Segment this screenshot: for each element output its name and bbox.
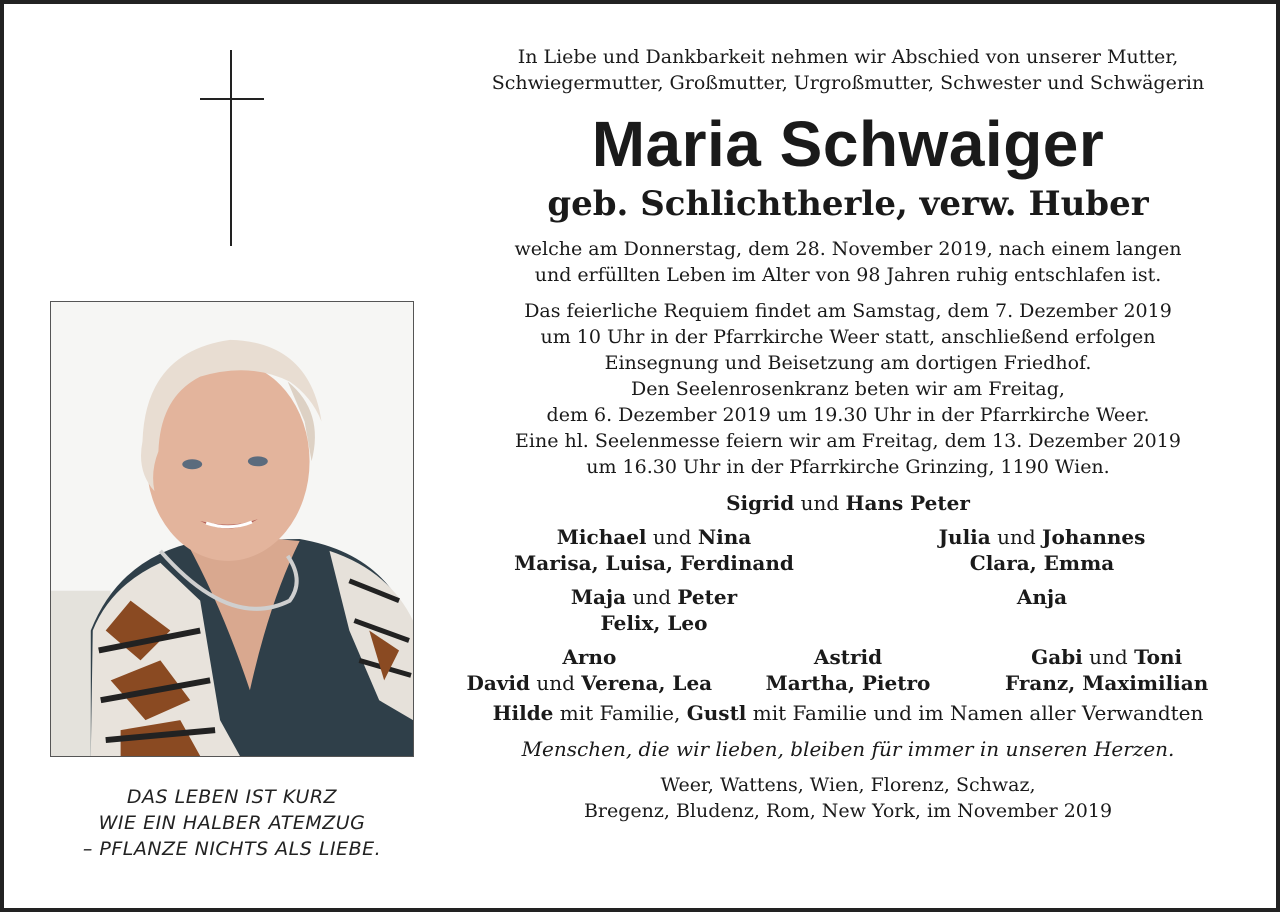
- mourner-name: Gabi: [1031, 645, 1083, 669]
- maiden-name: geb. Schlichtherle, verw. Huber: [547, 184, 1149, 224]
- intro: [460, 44, 1236, 96]
- grandchild-name: David: [466, 671, 530, 695]
- funeral-details: [460, 298, 1236, 480]
- mourner-name: Hans Peter: [845, 491, 970, 515]
- mourner-name: Nina: [697, 525, 752, 549]
- motto-line: – PFLANZE NICHTS ALS LIEBE.: [82, 838, 382, 860]
- intro-line: In Liebe und Dankbarkeit nehmen wir Abschied von unserer Mutter,: [517, 46, 1179, 68]
- funeral-line: Einsegnung und Beisetzung am dortigen Friedhof.: [604, 352, 1092, 374]
- funeral-line: Eine hl. Seelenmesse feiern wir am Freitag, dem 13. Dezember 2019: [515, 430, 1181, 452]
- places-line: Weer, Wattens, Wien, Florenz, Schwaz,: [660, 774, 1036, 796]
- motto-line: WIE EIN HALBER ATEMZUG: [98, 812, 366, 834]
- connector: und: [800, 491, 840, 515]
- mourner-name: Michael: [556, 525, 647, 549]
- connector: und: [652, 525, 692, 549]
- mourner-group: [460, 524, 848, 576]
- funeral-line: Das feierliche Requiem findet am Samstag, dem 7. Dezember 2019: [524, 300, 1172, 322]
- mourner-name: Anja: [1016, 585, 1068, 609]
- grandchildren: Felix, Leo: [600, 611, 708, 635]
- grandchild-name: Verena, Lea: [581, 671, 713, 695]
- obituary-text: [460, 44, 1236, 824]
- mourner-group: [719, 644, 978, 696]
- mourner-name: Peter: [677, 585, 738, 609]
- mourners-row: [460, 524, 1236, 576]
- other-relatives: [460, 700, 1236, 726]
- portrait-photo: [50, 301, 414, 757]
- mourner-group: [848, 524, 1236, 576]
- mourner-name: Sigrid: [726, 491, 795, 515]
- memorial-quote: Menschen, die wir lieben, bleiben für immer in unseren Herzen.: [521, 737, 1175, 761]
- connector: und: [632, 585, 672, 609]
- mourner-group: [460, 644, 719, 696]
- mourner-group: [848, 584, 1236, 636]
- grandchildren: Marisa, Luisa, Ferdinand: [514, 551, 794, 575]
- mourners-children: [460, 490, 1236, 516]
- mourner-name: Toni: [1134, 645, 1183, 669]
- mourner-group: [977, 644, 1236, 696]
- mourners-row: [460, 584, 1236, 636]
- grandchildren: Franz, Maximilian: [1005, 671, 1209, 695]
- cross-icon: [200, 50, 264, 246]
- deceased-name: Maria Schwaiger: [591, 108, 1105, 180]
- mourner-name: Hilde: [492, 701, 554, 725]
- connector: und: [1089, 645, 1128, 669]
- motto: [44, 784, 420, 862]
- funeral-line: Den Seelenrosenkranz beten wir am Freitag,: [631, 378, 1065, 400]
- intro-line: Schwiegermutter, Großmutter, Urgroßmutter, Schwester und Schwägerin: [491, 72, 1205, 94]
- motto-line: DAS LEBEN IST KURZ: [126, 786, 338, 808]
- connector: und: [997, 525, 1036, 549]
- death-line: und erfüllten Leben im Alter von 98 Jahren ruhig entschlafen ist.: [534, 264, 1162, 286]
- mourner-name: Maja: [570, 585, 627, 609]
- funeral-line: um 16.30 Uhr in der Pfarrkirche Grinzing, 1190 Wien.: [586, 456, 1110, 478]
- grandchildren: Martha, Pietro: [765, 671, 931, 695]
- mourner-name: Johannes: [1042, 525, 1146, 549]
- funeral-line: um 10 Uhr in der Pfarrkirche Weer statt, anschließend erfolgen: [540, 326, 1156, 348]
- funeral-line: dem 6. Dezember 2019 um 19.30 Uhr in der Pfarrkirche Weer.: [546, 404, 1150, 426]
- mourners-row: [460, 644, 1236, 696]
- mourner-name: Astrid: [813, 645, 883, 669]
- mourner-group: [460, 584, 848, 636]
- connector: mit Familie und im Namen aller Verwandten: [752, 701, 1204, 725]
- connector: und: [536, 671, 575, 695]
- connector: mit Familie,: [559, 701, 681, 725]
- places-line: Bregenz, Bludenz, Rom, New York, im November 2019: [583, 800, 1113, 822]
- mourner-name: Julia: [938, 525, 991, 549]
- mourner-name: Gustl: [686, 701, 747, 725]
- grandchildren: Clara, Emma: [969, 551, 1115, 575]
- death-notice: [460, 236, 1236, 288]
- death-line: welche am Donnerstag, dem 28. November 2019, nach einem langen: [514, 238, 1182, 260]
- mourner-name: Arno: [562, 645, 617, 669]
- places-date: [460, 772, 1236, 824]
